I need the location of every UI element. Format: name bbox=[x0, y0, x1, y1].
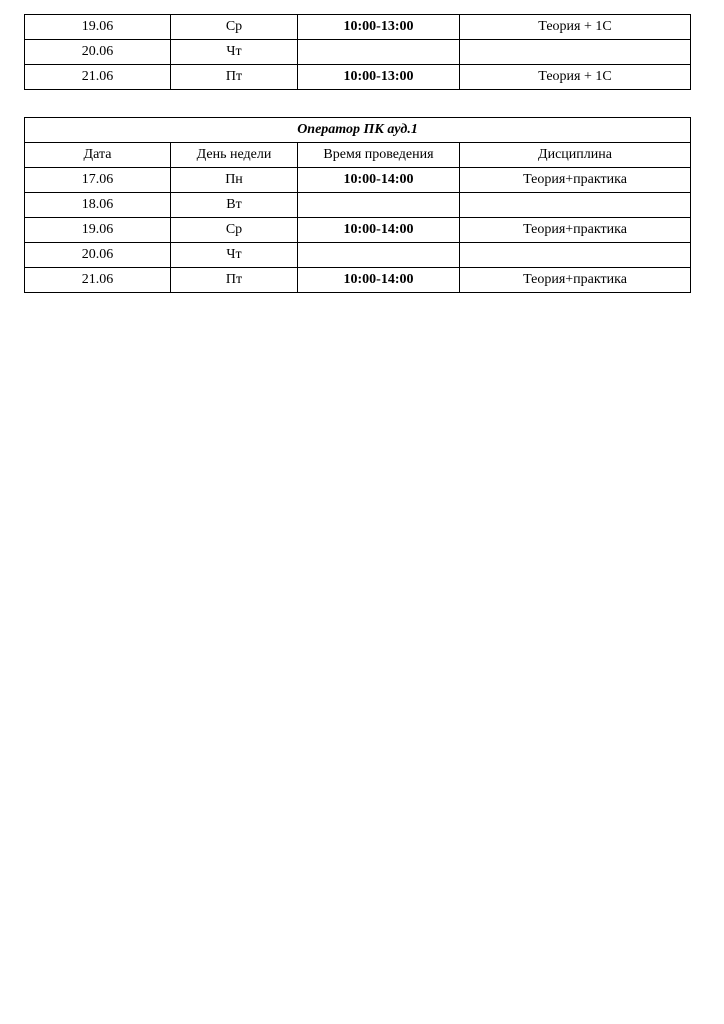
date-cell: 21.06 bbox=[25, 268, 171, 293]
time-cell: 10:00-14:00 bbox=[298, 268, 460, 293]
table-row bbox=[25, 168, 691, 193]
time-cell: 10:00-14:00 bbox=[298, 218, 460, 243]
header-day: День недели bbox=[171, 143, 298, 168]
day-cell: Пт bbox=[171, 268, 298, 293]
date-cell: 20.06 bbox=[25, 40, 171, 65]
table-row bbox=[25, 40, 691, 65]
discipline-cell bbox=[460, 193, 691, 218]
day-cell: Чт bbox=[171, 40, 298, 65]
discipline-cell: Теория+практика bbox=[460, 268, 691, 293]
table-title: Оператор ПК ауд.1 bbox=[25, 118, 691, 143]
date-cell: 19.06 bbox=[25, 218, 171, 243]
discipline-cell: Теория + 1С bbox=[460, 15, 691, 40]
day-cell: Ср bbox=[171, 218, 298, 243]
time-cell bbox=[298, 243, 460, 268]
table-row bbox=[25, 268, 691, 293]
time-cell: 10:00-14:00 bbox=[298, 168, 460, 193]
time-cell bbox=[298, 40, 460, 65]
table-row bbox=[25, 193, 691, 218]
table-row bbox=[25, 15, 691, 40]
day-cell: Чт bbox=[171, 243, 298, 268]
day-cell: Ср bbox=[171, 15, 298, 40]
discipline-cell: Теория+практика bbox=[460, 218, 691, 243]
table-row bbox=[25, 243, 691, 268]
table-row bbox=[25, 218, 691, 243]
discipline-cell: Теория+практика bbox=[460, 168, 691, 193]
header-discipline: Дисциплина bbox=[460, 143, 691, 168]
table-header-row bbox=[25, 143, 691, 168]
header-date: Дата bbox=[25, 143, 171, 168]
date-cell: 20.06 bbox=[25, 243, 171, 268]
discipline-cell bbox=[460, 243, 691, 268]
discipline-cell bbox=[460, 40, 691, 65]
schedule-table-operator-pc bbox=[24, 117, 691, 293]
date-cell: 21.06 bbox=[25, 65, 171, 90]
table-row bbox=[25, 65, 691, 90]
date-cell: 18.06 bbox=[25, 193, 171, 218]
day-cell: Пт bbox=[171, 65, 298, 90]
header-time: Время проведения bbox=[298, 143, 460, 168]
discipline-cell: Теория + 1С bbox=[460, 65, 691, 90]
day-cell: Пн bbox=[171, 168, 298, 193]
schedule-table-continued bbox=[24, 14, 691, 90]
date-cell: 19.06 bbox=[25, 15, 171, 40]
day-cell: Вт bbox=[171, 193, 298, 218]
table-title-row bbox=[25, 118, 691, 143]
time-cell: 10:00-13:00 bbox=[298, 65, 460, 90]
time-cell: 10:00-13:00 bbox=[298, 15, 460, 40]
date-cell: 17.06 bbox=[25, 168, 171, 193]
time-cell bbox=[298, 193, 460, 218]
